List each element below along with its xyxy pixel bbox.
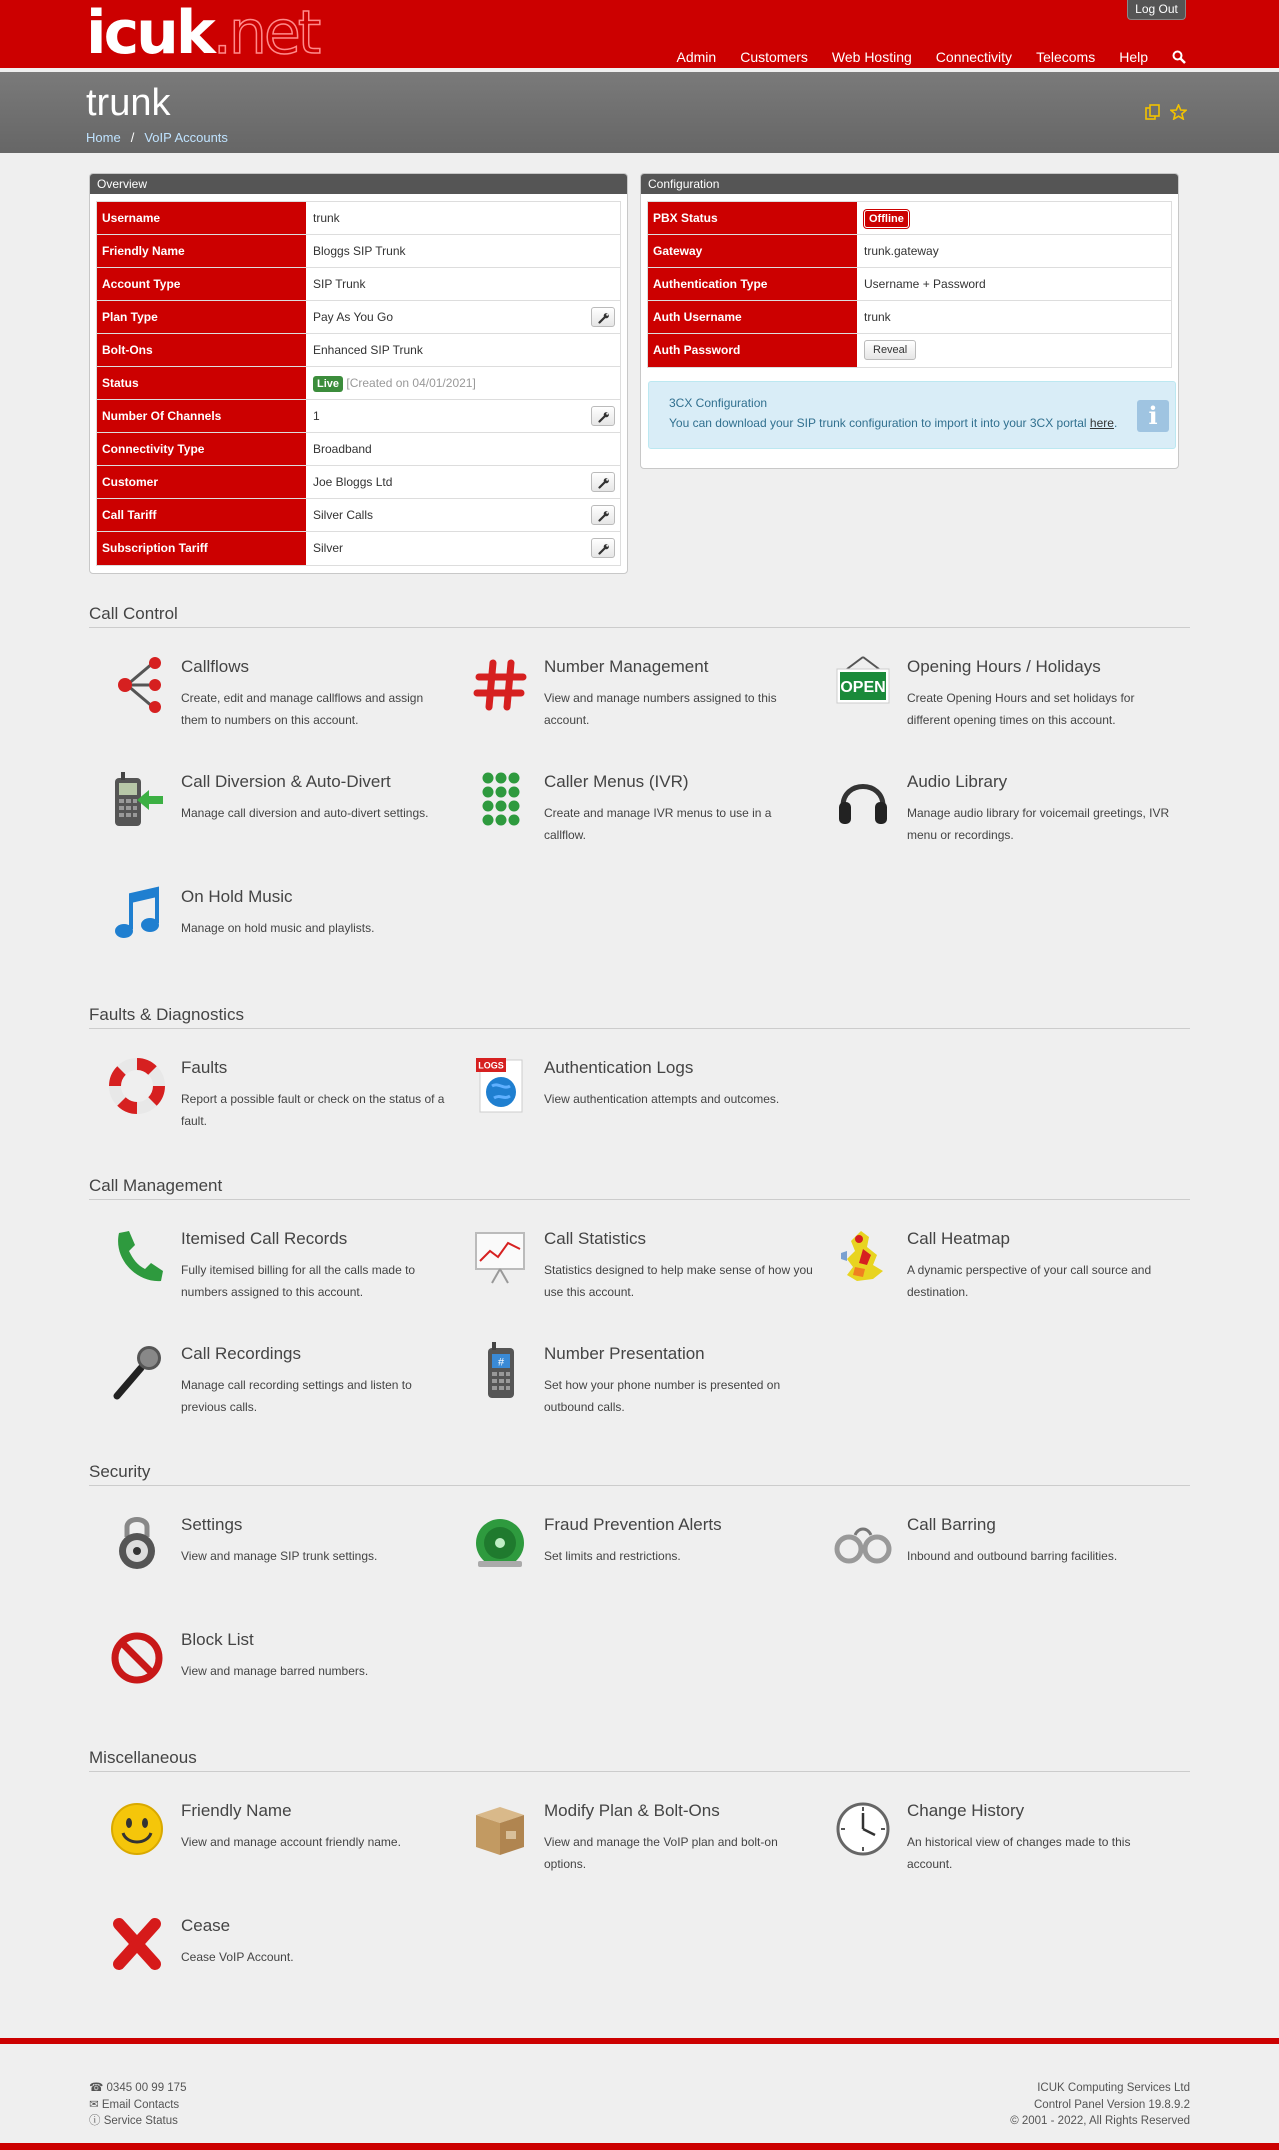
row-value xyxy=(307,466,620,498)
footer-phone[interactable] xyxy=(89,2080,186,2097)
wrench-icon xyxy=(598,477,610,489)
row-key: Bolt-Ons xyxy=(97,334,307,366)
section-miscellaneous: Miscellaneous xyxy=(89,1748,1190,1772)
tile-call-statistics[interactable] xyxy=(452,1227,813,1327)
tile-title: On Hold Music xyxy=(181,887,293,906)
row-key: PBX Status xyxy=(648,202,858,234)
footer-phone-text: 0345 00 99 175 xyxy=(106,2082,187,2094)
keypad-icon xyxy=(470,770,530,830)
tile-title: Call Heatmap xyxy=(907,1229,1010,1248)
svg-text:#: # xyxy=(497,1356,505,1369)
tile-opening-hours[interactable] xyxy=(815,655,1160,755)
tile-itemised-call-records[interactable] xyxy=(89,1227,434,1327)
breadcrumb xyxy=(86,130,228,145)
open-sign-text: OPEN xyxy=(840,679,886,696)
info-text xyxy=(669,416,1117,430)
tile-title: Fraud Prevention Alerts xyxy=(544,1515,722,1534)
table-row xyxy=(648,235,1171,268)
row-value xyxy=(307,532,620,565)
channels-value: 1 xyxy=(313,409,320,423)
open-sign-icon xyxy=(833,655,893,715)
section-call-management: Call Management xyxy=(89,1176,1190,1200)
tile-description: Cease VoIP Account. xyxy=(181,1950,294,1964)
tile-description: View authentication attempts and outcomes. xyxy=(544,1092,780,1106)
configuration-table xyxy=(647,201,1172,368)
footer-bottom-bar xyxy=(0,2143,1279,2150)
table-row xyxy=(97,268,620,301)
tile-title: Settings xyxy=(181,1515,243,1534)
table-row xyxy=(97,202,620,235)
tile-description: View and manage numbers assigned to this account. xyxy=(544,691,777,727)
username-value: trunk xyxy=(313,211,340,225)
table-row xyxy=(648,268,1171,301)
tile-description: Manage audio library for voicemail greetings, IVR menu or recordings. xyxy=(907,806,1170,842)
tile-title: Change History xyxy=(907,1801,1025,1820)
edit-plan-type-button[interactable] xyxy=(591,307,615,327)
info-icon: i xyxy=(1137,400,1169,432)
copy-icon[interactable] xyxy=(1145,104,1160,125)
tile-caller-menus[interactable] xyxy=(452,770,797,870)
call-tariff-value: Silver Calls xyxy=(313,508,374,522)
tile-settings[interactable] xyxy=(89,1513,434,1613)
tile-description: Create and manage IVR menus to use in a callflow. xyxy=(544,806,772,842)
status-badge: Live xyxy=(313,376,343,392)
row-value xyxy=(307,268,620,300)
smiley-icon xyxy=(107,1799,167,1859)
info-tail: . xyxy=(1113,416,1118,430)
row-value xyxy=(858,334,1171,367)
music-note-icon xyxy=(107,885,167,945)
tile-description: Fully itemised billing for all the calls made to numbers assigned to this account. xyxy=(181,1263,416,1299)
row-value xyxy=(307,433,620,465)
section-call-control: Call Control xyxy=(89,604,1190,628)
tile-description: Report a possible fault or check on the status of a fault. xyxy=(181,1092,445,1128)
table-row xyxy=(97,301,620,334)
row-value xyxy=(307,202,620,234)
search-icon[interactable] xyxy=(1172,50,1186,64)
tile-description: Create Opening Hours and set holidays for different opening times on this account. xyxy=(907,691,1135,727)
tile-description: Manage on hold music and playlists. xyxy=(181,921,375,935)
row-key: Customer xyxy=(97,466,307,498)
row-value xyxy=(858,202,1171,234)
customer-value: Joe Bloggs Ltd xyxy=(313,475,393,489)
row-key: Account Type xyxy=(97,268,307,300)
overview-panel xyxy=(89,173,628,574)
row-key: Friendly Name xyxy=(97,235,307,267)
footer-contacts xyxy=(89,2080,186,2130)
microphone-icon xyxy=(107,1342,167,1402)
footer-version: Control Panel Version 19.8.9.2 xyxy=(1034,2098,1190,2111)
3cx-info-box xyxy=(648,381,1176,449)
tile-friendly-name[interactable] xyxy=(89,1799,434,1899)
tile-change-history[interactable] xyxy=(815,1799,1160,1899)
tile-modify-plan[interactable] xyxy=(452,1799,797,1899)
row-key: Subscription Tariff xyxy=(97,532,307,565)
plan-type-value: Pay As You Go xyxy=(313,310,394,324)
footer-company-name: ICUK Computing Services Ltd xyxy=(1037,2082,1190,2094)
title-actions xyxy=(1145,104,1187,125)
tile-description: A dynamic perspective of your call source and destination. xyxy=(907,1263,1152,1299)
breadcrumb-separator: / xyxy=(130,130,135,145)
tile-title: Block List xyxy=(181,1630,254,1649)
logo-tld-text: .net xyxy=(212,0,319,68)
row-key: Authentication Type xyxy=(648,268,858,300)
mobile-phone-icon xyxy=(470,1342,530,1402)
box-icon xyxy=(470,1799,530,1859)
tile-on-hold-music[interactable] xyxy=(89,885,434,985)
tile-title: Call Diversion & Auto-Divert xyxy=(181,772,391,791)
tile-title: Audio Library xyxy=(907,772,1008,791)
row-value xyxy=(858,301,1171,333)
tile-number-presentation[interactable] xyxy=(452,1342,797,1442)
footer-status[interactable] xyxy=(89,2113,186,2130)
footer xyxy=(0,2038,1279,2150)
hash-icon xyxy=(470,655,530,715)
phone-icon: ☎ xyxy=(89,2082,107,2094)
tile-description: Inbound and outbound barring facilities. xyxy=(907,1549,1118,1563)
tile-title: Friendly Name xyxy=(181,1801,292,1820)
row-key: Auth Username xyxy=(648,301,858,333)
table-row xyxy=(97,235,620,268)
tile-title: Call Statistics xyxy=(544,1229,647,1248)
logo-main-text: icuk xyxy=(86,0,213,68)
tile-title: Call Recordings xyxy=(181,1344,301,1363)
row-key: Number Of Channels xyxy=(97,400,307,432)
row-value xyxy=(858,268,1171,300)
callflow-icon xyxy=(107,655,167,715)
overview-table xyxy=(96,201,621,566)
tile-audio-library[interactable] xyxy=(815,770,1170,870)
section-faults-diagnostics: Faults & Diagnostics xyxy=(89,1005,1190,1029)
row-key: Gateway xyxy=(648,235,858,267)
edit-subscription-tariff-button[interactable] xyxy=(591,538,615,558)
table-row xyxy=(648,202,1171,235)
table-row xyxy=(648,301,1171,334)
top-header xyxy=(0,0,1279,70)
row-value xyxy=(307,235,620,267)
tile-block-list[interactable] xyxy=(89,1628,434,1728)
tile-call-recordings[interactable] xyxy=(89,1342,434,1442)
logout-button[interactable]: Log Out xyxy=(1127,0,1186,20)
tile-callflows[interactable] xyxy=(89,655,434,755)
nav-telecoms[interactable]: Telecoms xyxy=(1036,49,1096,65)
nav-connectivity[interactable]: Connectivity xyxy=(935,49,1013,65)
table-row xyxy=(97,400,620,433)
no-entry-icon xyxy=(107,1628,167,1688)
tile-cease[interactable] xyxy=(89,1914,434,2014)
auth-type-value: Username + Password xyxy=(864,277,986,291)
row-value xyxy=(307,499,620,531)
nav-admin[interactable]: Admin xyxy=(676,49,717,65)
table-row xyxy=(97,334,620,367)
tile-title: Caller Menus (IVR) xyxy=(544,772,689,791)
tile-title: Modify Plan & Bolt-Ons xyxy=(544,1801,720,1820)
handcuffs-icon xyxy=(833,1513,893,1573)
row-value xyxy=(307,301,620,333)
info-circle-icon: ⓘ xyxy=(89,2115,104,2127)
tile-title: Callflows xyxy=(181,657,250,676)
wrench-icon xyxy=(598,411,610,423)
table-row xyxy=(97,466,620,499)
tile-title: Opening Hours / Holidays xyxy=(907,657,1101,676)
wrench-icon xyxy=(598,543,610,555)
info-title: 3CX Configuration xyxy=(669,396,768,410)
created-date: [Created on 04/01/2021] xyxy=(346,376,476,390)
footer-copyright: © 2001 - 2022, All Rights Reserved xyxy=(1010,2115,1190,2127)
tile-fraud-prevention-alerts[interactable] xyxy=(452,1513,797,1613)
edit-customer-button[interactable] xyxy=(591,472,615,492)
table-row xyxy=(97,532,620,565)
wrench-icon xyxy=(598,312,610,324)
tile-authentication-logs[interactable] xyxy=(452,1056,797,1156)
tile-call-diversion[interactable] xyxy=(89,770,434,870)
subscription-tariff-value: Silver xyxy=(313,541,344,555)
tile-title: Call Barring xyxy=(907,1515,996,1534)
tile-description: Set how your phone number is presented on outbound calls. xyxy=(544,1378,781,1414)
row-key: Connectivity Type xyxy=(97,433,307,465)
cross-icon xyxy=(107,1914,167,1974)
tile-description: View and manage barred numbers. xyxy=(181,1664,369,1678)
chart-board-icon xyxy=(470,1227,530,1287)
row-value xyxy=(307,367,620,399)
table-row xyxy=(97,367,620,400)
tile-description: Set limits and restrictions. xyxy=(544,1549,681,1563)
row-value xyxy=(307,334,620,366)
auth-username-value: trunk xyxy=(864,310,891,324)
clock-icon xyxy=(833,1799,893,1859)
gateway-value: trunk.gateway xyxy=(864,244,939,258)
breadcrumb-home[interactable]: Home xyxy=(86,130,121,145)
row-key: Auth Password xyxy=(648,334,858,367)
tile-number-management[interactable] xyxy=(452,655,797,755)
row-value xyxy=(307,400,620,432)
alert-icon xyxy=(470,1513,530,1573)
tile-description: View and manage account friendly name. xyxy=(181,1835,401,1849)
table-row xyxy=(97,433,620,466)
logs-label: LOGS xyxy=(478,1060,504,1071)
tile-call-barring[interactable] xyxy=(815,1513,1160,1613)
connectivity-type-value: Broadband xyxy=(313,442,372,456)
tile-title: Itemised Call Records xyxy=(181,1229,348,1248)
breadcrumb-voip-accounts[interactable]: VoIP Accounts xyxy=(144,130,228,145)
configuration-heading: Configuration xyxy=(641,174,1178,194)
row-key: Username xyxy=(97,202,307,234)
configuration-panel xyxy=(640,173,1179,469)
title-band xyxy=(0,72,1279,153)
edit-call-tariff-button[interactable] xyxy=(591,505,615,525)
table-row xyxy=(648,334,1171,367)
heatmap-icon xyxy=(833,1227,893,1287)
logs-icon xyxy=(470,1056,530,1116)
footer-email[interactable] xyxy=(89,2097,186,2114)
tile-faults[interactable] xyxy=(89,1056,445,1156)
row-key: Call Tariff xyxy=(97,499,307,531)
account-type-value: SIP Trunk xyxy=(313,277,366,291)
phone-divert-icon xyxy=(107,770,167,830)
tile-title: Authentication Logs xyxy=(544,1058,694,1077)
footer-company xyxy=(1010,2080,1190,2130)
icuk-logo[interactable] xyxy=(86,0,319,68)
tile-description: View and manage SIP trunk settings. xyxy=(181,1549,378,1563)
tile-description: Statistics designed to help make sense of how you use this account. xyxy=(544,1263,813,1299)
tile-description: Manage call recording settings and listen to previous calls. xyxy=(181,1378,412,1414)
page-title: trunk xyxy=(86,82,171,124)
footer-status-text: Service Status xyxy=(103,2115,178,2127)
footer-email-text: Email Contacts xyxy=(101,2098,180,2111)
tile-description: An historical view of changes made to this account. xyxy=(907,1835,1131,1871)
info-description: You can download your SIP trunk configuration to import it into your 3CX portal xyxy=(669,416,1090,430)
wrench-icon xyxy=(598,510,610,522)
reveal-password-button[interactable]: Reveal xyxy=(864,340,916,360)
3cx-download-link[interactable]: here xyxy=(1089,416,1114,430)
pbx-status-badge: Offline xyxy=(864,210,909,228)
bolt-ons-value: Enhanced SIP Trunk xyxy=(313,343,423,357)
nav-customers[interactable]: Customers xyxy=(740,49,808,65)
envelope-icon: ✉ xyxy=(89,2098,102,2111)
tile-title: Faults xyxy=(181,1058,228,1077)
headphones-icon xyxy=(833,770,893,830)
friendly-name-value: Bloggs SIP Trunk xyxy=(313,244,406,258)
section-security: Security xyxy=(89,1462,1190,1486)
handset-icon xyxy=(107,1227,167,1287)
nav-help[interactable]: Help xyxy=(1119,49,1148,65)
tile-description: Manage call diversion and auto-divert settings. xyxy=(181,806,429,820)
row-key: Status xyxy=(97,367,307,399)
row-key: Plan Type xyxy=(97,301,307,333)
nav-web-hosting[interactable]: Web Hosting xyxy=(831,49,912,65)
tile-title: Cease xyxy=(181,1916,231,1935)
padlock-icon xyxy=(107,1513,167,1573)
main-nav xyxy=(653,49,1186,65)
tile-title: Number Management xyxy=(544,657,709,676)
star-icon[interactable] xyxy=(1170,104,1187,125)
overview-heading: Overview xyxy=(90,174,627,194)
table-row xyxy=(97,499,620,532)
tile-title: Number Presentation xyxy=(544,1344,705,1363)
row-value xyxy=(858,235,1171,267)
lifebuoy-icon xyxy=(107,1056,167,1116)
tile-description: View and manage the VoIP plan and bolt-on options. xyxy=(544,1835,778,1871)
tile-description: Create, edit and manage callflows and assign them to numbers on this account. xyxy=(181,691,424,727)
edit-channels-button[interactable] xyxy=(591,406,615,426)
tile-call-heatmap[interactable] xyxy=(815,1227,1160,1327)
